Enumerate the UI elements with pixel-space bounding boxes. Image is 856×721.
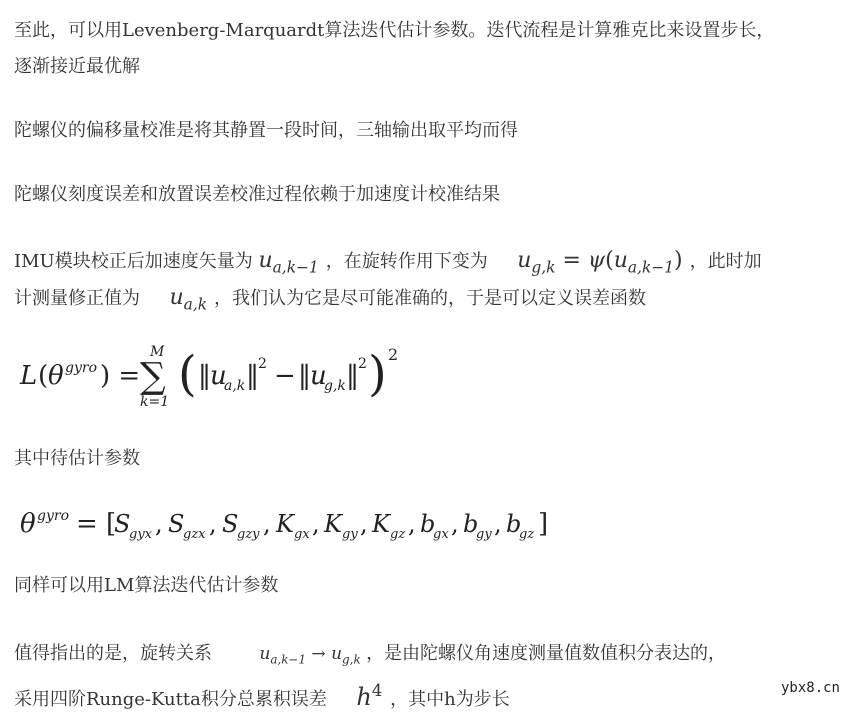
- svg-text:gzy: gzy: [237, 527, 260, 542]
- watermark-text: ybx8.cn: [780, 680, 840, 696]
- svg-text:,: ,: [451, 510, 459, 538]
- paragraph-lm-intro-line1: 至此，可以用Levenberg-Marquardt算法迭代估计参数。迭代流程是计算雅克比来设置步长，: [14, 20, 775, 41]
- paragraph-gyro-scale: 陀螺仪刻度误差和放置误差校准过程依赖于加速度计校准结果: [14, 184, 500, 205]
- svg-text:,: ,: [312, 510, 320, 538]
- svg-text:g,k: g,k: [324, 378, 346, 394]
- svg-text:(: (: [178, 346, 197, 402]
- svg-text:gyro: gyro: [37, 508, 69, 524]
- svg-text:b: b: [506, 510, 522, 538]
- text-step-size: ，其中h为步长: [390, 689, 510, 710]
- svg-text:gz: gz: [390, 527, 406, 542]
- text-rotation-relation: 值得指出的是，旋转关系: [14, 643, 212, 664]
- sum-symbol: ∑: [140, 356, 166, 397]
- svg-text:u: u: [210, 361, 227, 391]
- svg-text:K: K: [372, 510, 390, 538]
- svg-text:): ): [368, 346, 387, 402]
- svg-text:‖: ‖: [346, 361, 359, 391]
- svg-text:gx: gx: [294, 527, 310, 542]
- svg-text:u: u: [310, 361, 327, 391]
- svg-text:gy: gy: [476, 527, 492, 542]
- svg-text:‖: ‖: [246, 361, 259, 391]
- svg-text:θ: θ: [48, 361, 64, 391]
- formula-loss-function: [18, 340, 438, 410]
- paragraph-imu-correction-line2: [14, 280, 646, 322]
- text-runge-kutta: 采用四阶Runge-Kutta积分总累积误差: [14, 689, 327, 710]
- text-imu-intro: IMU模块校正后加速度矢量为: [14, 251, 253, 272]
- text-accel-measure: 计测量修正值为: [14, 288, 140, 309]
- loss-formula-graphic: [18, 340, 438, 410]
- formula-h-power-4: $h^4$: [356, 680, 383, 711]
- text-gyro-integration: ，是由陀螺仪角速度测量值数值积分表达的，: [366, 643, 727, 664]
- svg-text:S: S: [114, 510, 131, 538]
- svg-text:,: ,: [209, 510, 217, 538]
- svg-text:,: ,: [263, 510, 271, 538]
- paragraph-rotation-note-line2: [14, 672, 510, 718]
- svg-text:gx: gx: [433, 527, 449, 542]
- svg-text:,: ,: [494, 510, 502, 538]
- svg-text:b: b: [463, 510, 479, 538]
- formula-parameter-vector: [18, 500, 578, 549]
- svg-text:gy: gy: [342, 527, 358, 542]
- svg-text:,: ,: [408, 510, 416, 538]
- paragraph-params-intro: 其中待估计参数: [14, 448, 140, 469]
- svg-text:‖: ‖: [198, 361, 211, 391]
- text-rotation: ，在旋转作用下变为: [325, 251, 488, 272]
- svg-text:2: 2: [388, 345, 399, 364]
- formula-u-a-k: $u_{a,k}$: [169, 285, 208, 314]
- formula-ug-equals-psi: $u_{g,k} = \psi(u_{a,k-1})$: [517, 248, 683, 277]
- svg-text:−: −: [274, 361, 296, 391]
- svg-text:K: K: [276, 510, 294, 538]
- svg-text:K: K: [324, 510, 342, 538]
- svg-text:S: S: [168, 510, 185, 538]
- formula-rotation-mapping: $u_{a,k-1} \to u_{g,k}$: [259, 644, 361, 667]
- svg-text:a,k: a,k: [224, 378, 246, 394]
- paragraph-gyro-bias: 陀螺仪的偏移量校准是将其静置一段时间，三轴输出取平均而得: [14, 120, 518, 141]
- sum-lower-limit: k=1: [140, 394, 170, 410]
- svg-text:gyro: gyro: [65, 360, 97, 376]
- svg-text:θ: θ: [20, 509, 36, 539]
- svg-text:]: ]: [538, 509, 549, 539]
- paragraph-lm-again: 同样可以用LM算法迭代估计参数: [14, 575, 279, 596]
- text-accel-continue: ，此时加: [689, 251, 762, 272]
- sum-upper-limit: M: [150, 344, 165, 360]
- param-formula-graphic: [18, 500, 578, 544]
- svg-text:gzx: gzx: [183, 527, 206, 542]
- paragraph-lm-intro-line2: 逐渐接近最优解: [14, 56, 140, 77]
- text-error-function-intro: ，我们认为它是尽可能准确的，于是可以定义误差函数: [214, 288, 647, 309]
- svg-text:) =: ) =: [100, 361, 141, 391]
- svg-text:‖: ‖: [298, 361, 311, 391]
- svg-text:gyx: gyx: [129, 527, 152, 542]
- loss-symbol: L: [20, 361, 38, 391]
- svg-text:2: 2: [358, 356, 367, 372]
- svg-text:2: 2: [258, 356, 267, 372]
- svg-text:b: b: [420, 510, 436, 538]
- formula-u-a-k-minus-1: $u_{a,k-1}$: [258, 248, 319, 277]
- svg-text:S: S: [222, 510, 239, 538]
- svg-text:gz: gz: [519, 527, 535, 542]
- svg-text:,: ,: [155, 510, 163, 538]
- svg-text:(: (: [38, 361, 49, 391]
- svg-text:,: ,: [360, 510, 368, 538]
- svg-text:= [: = [: [76, 509, 117, 539]
